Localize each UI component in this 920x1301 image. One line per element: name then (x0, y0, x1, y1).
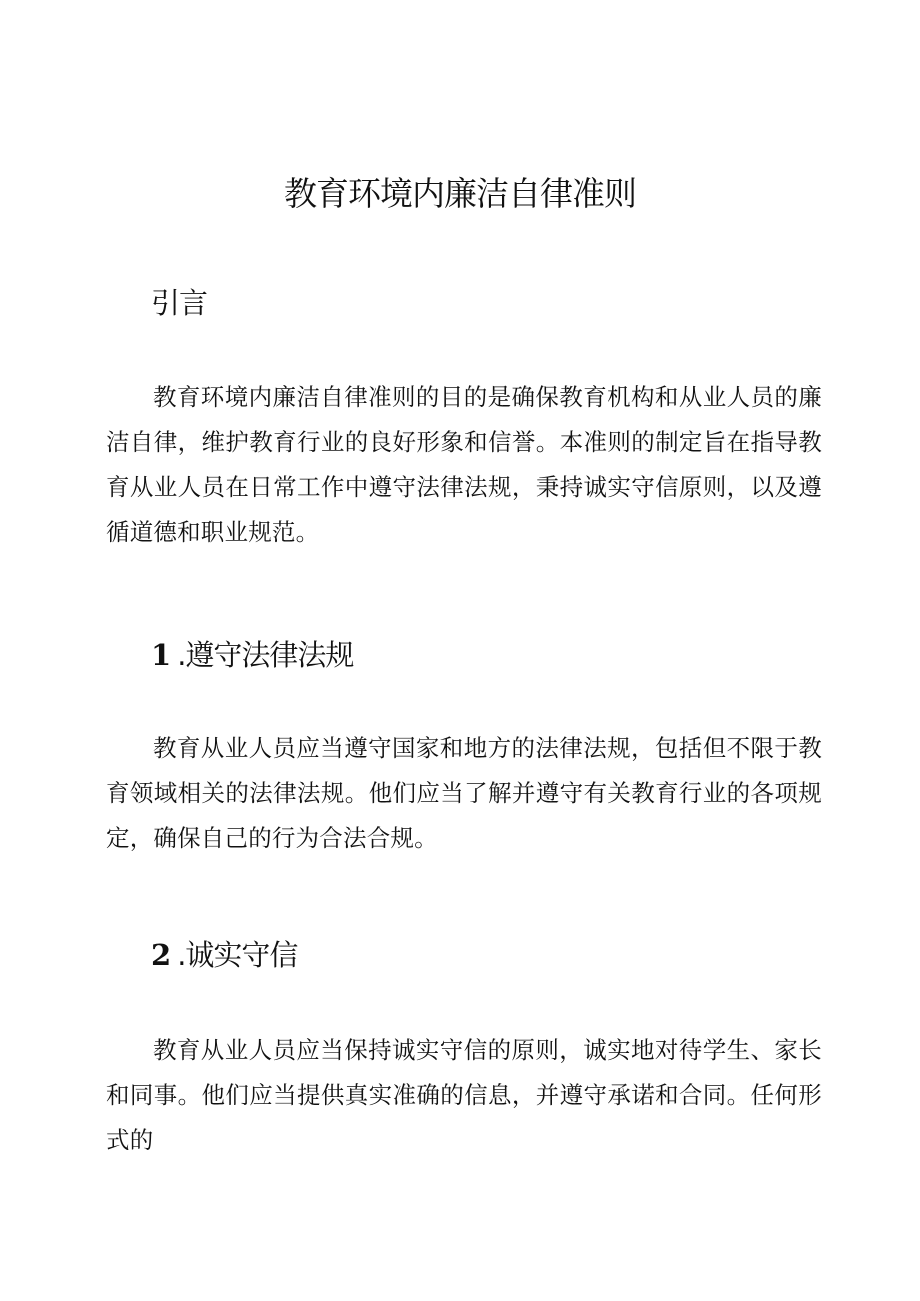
section-1-heading (151, 633, 353, 677)
intro-paragraph: 教育环境内廉洁自律准则的目的是确保教育机构和从业人员的廉洁自律，维护教育行业的良好形象和信誉。本准则的制定旨在指导教育从业人员在日常工作中遵守法律法规，秉持诚实守信原则，以及遵循道德和职业规范。 (106, 383, 822, 546)
section-1-paragraph: 教育从业人员应当遵守国家和地方的法律法规，包括但不限于教育领域相关的法律法规。他们应当了解并遵守有关教育行业的各项规定，确保自己的行为合法合规。 (106, 734, 822, 852)
section-1-title: .遵守法律法规 (177, 638, 354, 672)
section-2-title: .诚实守信 (177, 938, 298, 972)
section-1-number: 1 (151, 638, 172, 672)
section-2-heading (151, 933, 297, 977)
document-title: 教育环境内廉洁自律准则 (284, 174, 636, 213)
intro-heading: 引言 (151, 286, 208, 320)
section-2-paragraph: 教育从业人员应当保持诚实守信的原则，诚实地对待学生、家长和同事。他们应当提供真实准确的信息，并遵守承诺和合同。任何形式的 (106, 1036, 822, 1154)
section-2-number: 2 (151, 938, 172, 972)
